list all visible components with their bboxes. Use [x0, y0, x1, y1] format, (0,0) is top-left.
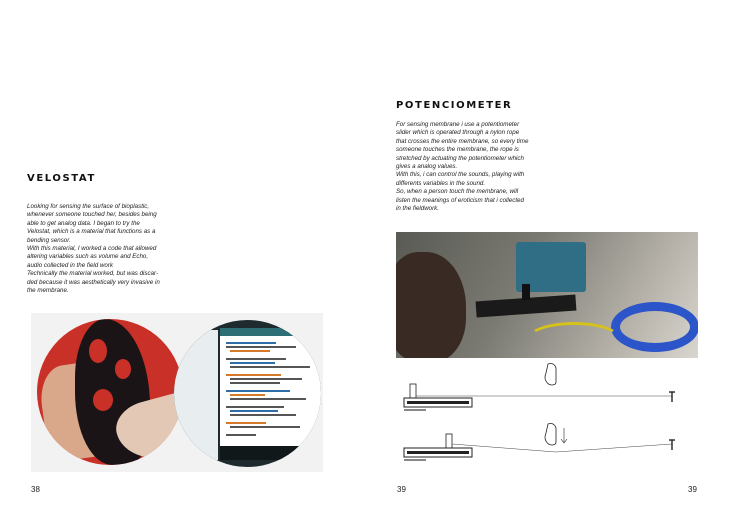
velostat-image	[31, 313, 323, 472]
text-line: So, when a person touch the membrane, will	[396, 188, 519, 196]
text-line: bending sensor.	[27, 236, 71, 244]
right-page	[365, 0, 730, 518]
text-line: able to get analog data. I began to try the	[27, 219, 140, 227]
text-line: altering variables such as volume and Echo,	[27, 253, 149, 261]
text-line: someone touches the membrane, the rope is	[396, 146, 519, 154]
text-line: in the fieldwork.	[396, 205, 439, 213]
text-line: stretched by actuating the potentiometer which	[396, 154, 524, 162]
page-number-center: 39	[397, 485, 406, 494]
text-line: With this, i can control the sounds, playing with	[396, 171, 525, 179]
text-line: Looking for sensing the surface of bioplastic,	[27, 203, 150, 210]
text-line: listen the meanings of eroticism that i collected	[396, 196, 524, 204]
text-line: differents variables in the sound.	[396, 179, 486, 187]
rope-mechanism-svg	[396, 362, 698, 474]
text-line: Velostat, which is a material that functions as a	[27, 228, 156, 236]
code-editor-screenshot	[174, 320, 321, 467]
text-line: the membrane.	[27, 287, 69, 295]
text-line: ded because it was aesthetically very invasive in	[27, 278, 160, 286]
text-line: audio collected in the field work	[27, 261, 113, 269]
diagram-state-rest	[404, 364, 675, 412]
potentiometer-photo	[396, 232, 698, 358]
page-number-corner: 39	[688, 485, 697, 494]
rope-mechanism-diagram	[396, 362, 698, 474]
velostat-body	[27, 203, 177, 295]
text-line: For sensing membrane i use a potentiometer	[396, 121, 520, 128]
text-line: With this material, I worked a code that allowed	[27, 245, 157, 253]
text-line: whenever someone touched her, besides being	[27, 211, 157, 219]
text-line: slider which is operated through a nylon rope	[396, 129, 520, 137]
page-number-left: 38	[31, 485, 40, 494]
text-line: gives a analog values.	[396, 163, 458, 171]
diagram-state-pressed	[404, 424, 675, 462]
velostat-heading: VELOSTAT	[27, 173, 96, 184]
velostat-sample-photo	[37, 319, 183, 465]
potenciometer-heading: POTENCIOMETER	[396, 100, 513, 111]
text-line: Technically the material worked, but was discar-	[27, 270, 159, 278]
text-line: that crosses the entire membrane, so every time	[396, 137, 529, 145]
potenciometer-body	[396, 121, 556, 213]
